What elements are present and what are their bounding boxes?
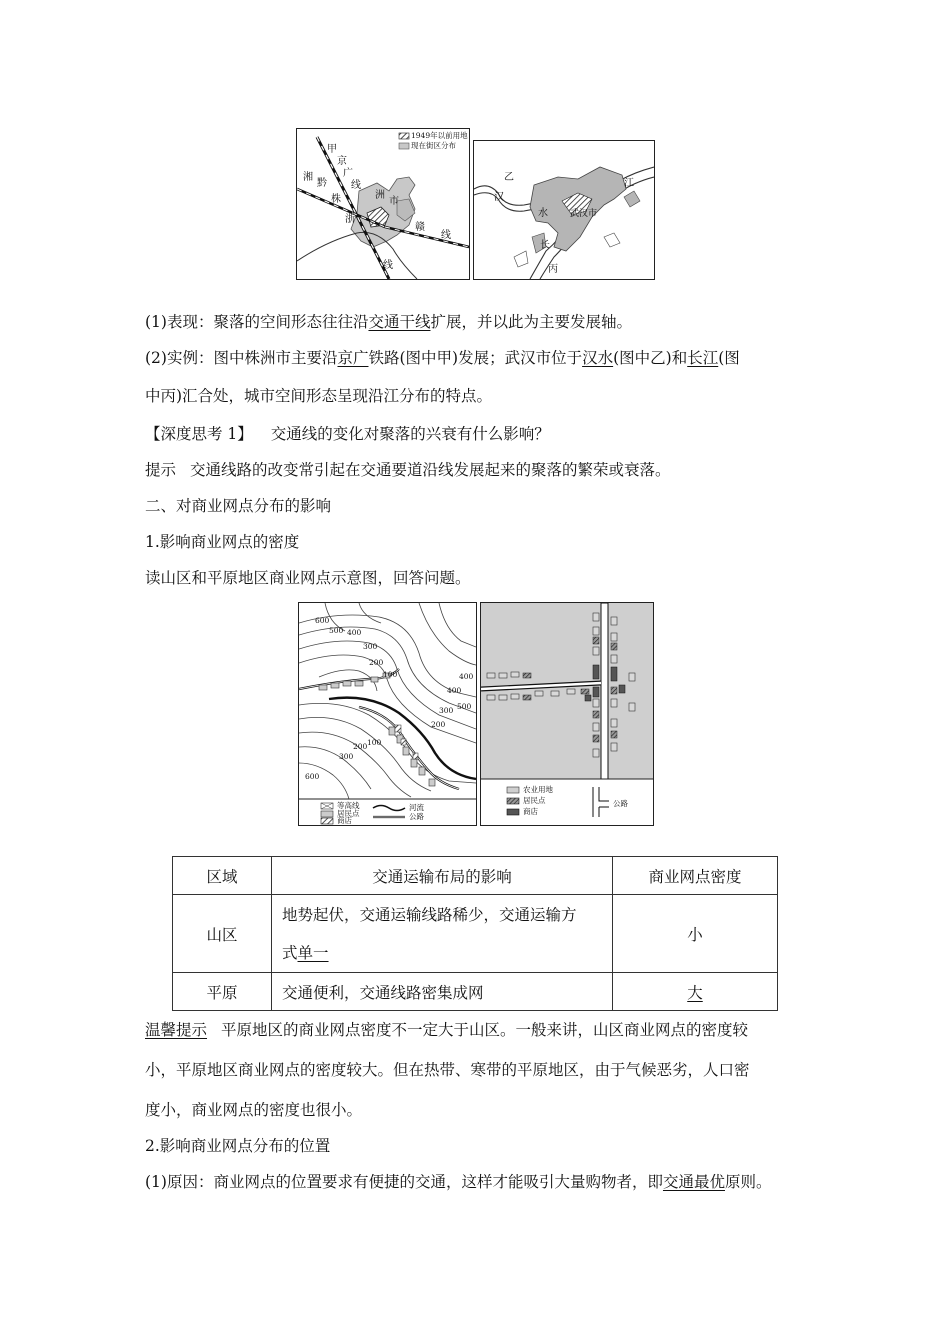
label-xian3: 线 (383, 260, 393, 271)
header-effect: 交通运输布局的影响 (272, 857, 613, 895)
legend-contour: 等高线 (337, 801, 360, 810)
legend-settlement: 居民点 (523, 796, 546, 805)
label-xian2: 线 (441, 230, 451, 241)
contour-label: 500 (457, 702, 472, 711)
label-gan: 赣 (415, 222, 425, 233)
tip-label: 温馨提示 (145, 1021, 208, 1039)
contour-label: 400 (459, 672, 474, 681)
contour-label: 300 (339, 752, 354, 761)
para2-a: (2)实例：图中株洲市主要沿 (145, 349, 338, 367)
contour-label: 300 (439, 706, 454, 715)
answer-jingguang: 京广 (337, 349, 369, 367)
label-chang: 长 (540, 240, 550, 251)
table-header-row (173, 857, 778, 895)
label-yi: 乙 (504, 172, 514, 183)
contour-label: 600 (315, 616, 330, 625)
row-region: 平原 (173, 973, 272, 1011)
label-shi: 市 (389, 196, 399, 207)
answer-single: 单一 (297, 943, 329, 962)
label-xian1: 线 (351, 180, 361, 191)
label-xiang: 湘 (303, 172, 313, 183)
density-table (172, 856, 778, 1011)
para3-b: 原则。 (724, 1173, 772, 1191)
section-2-heading: 二、对商业网点分布的影响 (145, 497, 332, 515)
legend-road: 公路 (409, 812, 424, 821)
think-label: 【深度思考 1】 (145, 425, 253, 443)
answer-traffic-optimal: 交通最优 (662, 1173, 725, 1191)
para2-d: (图 (718, 349, 740, 367)
row-effect (272, 895, 613, 973)
row-effect: 交通便利，交通线路密集成网 (272, 973, 613, 1011)
mountain-map (298, 602, 477, 826)
label-zhu: 株 (331, 194, 341, 205)
para-performance (145, 312, 632, 332)
deep-thinking (145, 424, 550, 444)
legend-old-land: 1949年以前用地 (411, 131, 468, 140)
answer-changjiang: 长江 (687, 349, 719, 367)
contour-label: 600 (305, 772, 320, 781)
legend-current-district: 现在街区分布 (411, 141, 456, 150)
answer-traffic-line: 交通干线 (368, 313, 431, 331)
label-han: 汉 (494, 192, 504, 203)
label-zhe: 浙 (345, 214, 355, 225)
label-jiang: 江 (624, 178, 634, 189)
row-region: 山区 (173, 895, 272, 973)
table-row (173, 973, 778, 1011)
hint (145, 460, 671, 480)
row-density (613, 973, 778, 1011)
effect-line-1: 地势起伏，交通运输线路稀少，交通运输方 (282, 905, 577, 924)
para3-a: (1)原因：商业网点的位置要求有便捷的交通，这样才能吸引大量购物者，即 (145, 1173, 663, 1191)
legend-road: 公路 (613, 799, 628, 808)
label-bing: 丙 (548, 264, 558, 275)
label-wuhan-city: 武汉市 (570, 209, 598, 219)
wuhan-map (473, 140, 655, 280)
label-qian: 黔 (317, 178, 327, 189)
subsection-density: 1.影响商业网点的密度 (145, 533, 300, 551)
label-guang: 广 (343, 168, 353, 179)
tip-line-3: 度小，商业网点的密度也很小。 (145, 1101, 363, 1119)
contour-label: 100 (383, 670, 398, 679)
subsection-location: 2.影响商业网点分布的位置 (145, 1137, 331, 1155)
para-reason (145, 1172, 772, 1192)
contour-label: 200 (431, 720, 446, 729)
para-example (145, 348, 740, 368)
row-density: 小 (613, 895, 778, 973)
para-example-cont: 中丙)汇合处，城市空间形态呈现沿江分布的特点。 (145, 387, 493, 405)
contour-label: 100 (367, 738, 382, 747)
tip-line-1 (145, 1020, 748, 1040)
contour-label: 500 (329, 626, 344, 635)
contour-label: 400 (347, 628, 362, 637)
contour-label: 300 (363, 642, 378, 651)
hint-text: 交通线路的改变常引起在交通要道沿线发展起来的聚落的繁荣或衰落。 (190, 461, 671, 479)
label-jing: 京 (337, 156, 347, 167)
plain-map (480, 602, 654, 826)
header-density: 商业网点密度 (613, 857, 778, 895)
answer-hanshui: 汉水 (582, 349, 614, 367)
contour-label: 200 (353, 742, 368, 751)
header-region: 区域 (173, 857, 272, 895)
contour-label: 400 (447, 686, 462, 695)
hint-label: 提示 (145, 461, 177, 479)
label-shui: 水 (538, 208, 548, 219)
para2-c: (图中乙)和 (613, 349, 688, 367)
para2-b: 铁路(图中甲)发展；武汉市位于 (368, 349, 583, 367)
label-zhou: 洲 (375, 190, 385, 201)
tip-line-2: 小，平原地区商业网点的密度较大。但在热带、寒带的平原地区，由于气候恶劣，人口密 (145, 1061, 750, 1079)
contour-label: 200 (369, 658, 384, 667)
legend-river: 河流 (409, 803, 424, 812)
para1-suffix: 扩展，并以此为主要发展轴。 (430, 313, 632, 331)
label-jia: 甲 (327, 144, 337, 155)
legend-farmland: 农业用地 (523, 785, 553, 794)
think-question: 交通线的变化对聚落的兴衰有什么影响？ (270, 425, 550, 443)
legend-shop: 商店 (523, 807, 538, 816)
tip-text-1: 平原地区的商业网点密度不一定大于山区。一般来讲，山区商业网点的密度较 (221, 1021, 749, 1039)
para1-prefix: (1)表现：聚落的空间形态往往沿 (145, 313, 369, 331)
read-instruction: 读山区和平原地区商业网点示意图，回答问题。 (145, 569, 471, 587)
answer-large: 大 (687, 983, 703, 1002)
table-row (173, 895, 778, 973)
zhuzhou-map (296, 128, 470, 280)
legend-settlement: 居民点 (337, 809, 360, 818)
legend-shop: 商店 (337, 816, 352, 825)
effect-line-2-pre: 式 (282, 943, 298, 962)
